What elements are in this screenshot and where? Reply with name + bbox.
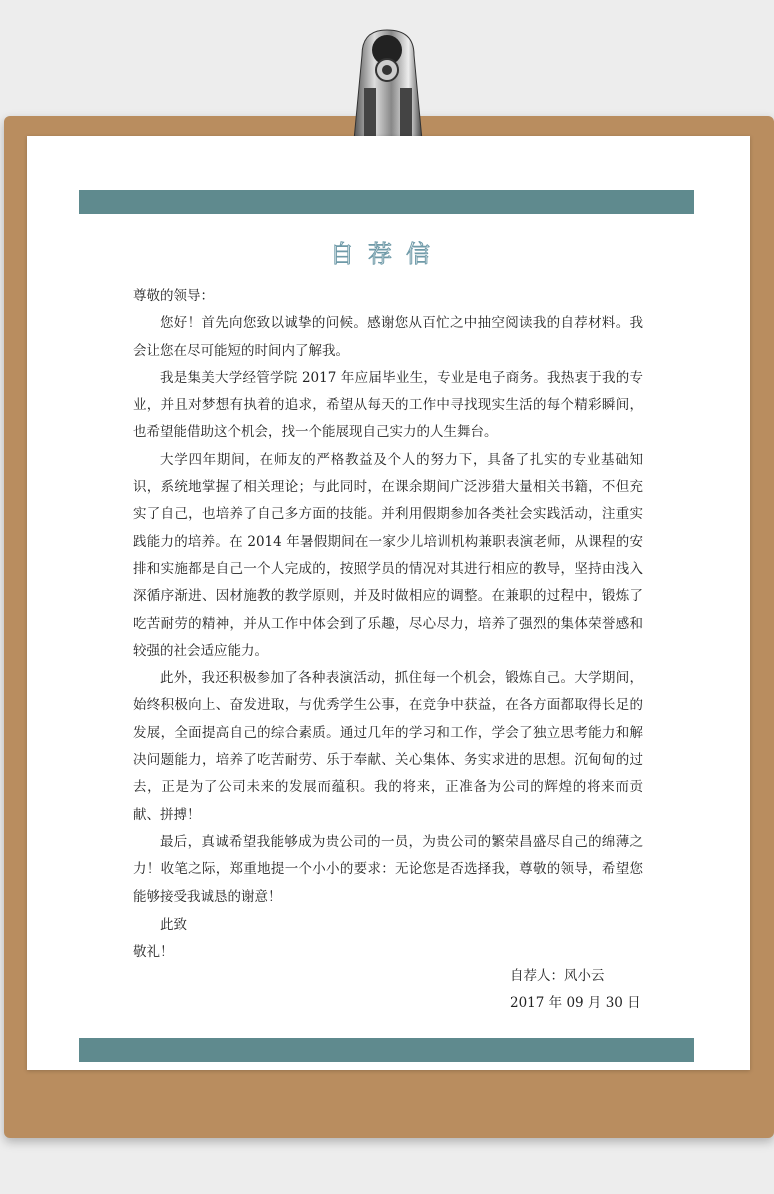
closing-block (133, 912, 187, 967)
paragraph-university: 大学四年期间，在师友的严格教益及个人的努力下，具备了扎实的专业基础知识，系统地掌握了相关理论；与此同时，在课余期间广泛涉猎大量相关书籍，不但充实了自己，也培养了自己多方面的技能。并利用假期参加各类社会实践活动，注重实践能力的培养。在 2014 年暑假期间在一家少儿培训机构兼职表演老师，从课程的安排和实施都是自己一个人完成的，按照学员的情况对其进行相应的教导，坚持由浅入深循序渐进、因材施教的教学原则，并及时做相应的调整。在兼职的过程中，锻炼了吃苦耐劳的精神，并从工作中体会到了乐趣，尽心尽力，培养了强烈的集体荣誉感和较强的社会适应能力。 (133, 451, 643, 659)
salutation: 尊敬的领导： (133, 288, 214, 304)
signature-date: 2017 年 09 月 30 日 (510, 995, 641, 1012)
paragraph-introduction: 我是集美大学经管学院 2017 年应届毕业生，专业是电子商务。我热衷于我的专业，并且对梦想有执着的追求，希望从每天的工作中寻找现实生活的每个精彩瞬间，也希望能借助这个机会，找一个能展现自己实力的人生舞台。 (133, 369, 643, 441)
page-title: 自荐信 (330, 240, 444, 268)
closing-line-1: 此致 (160, 917, 187, 933)
paragraph-greeting: 您好！首先向您致以诚挚的问候。感谢您从百忙之中抽空阅读我的自荐材料。我会让您在尽可能短的时间内了解我。 (133, 315, 643, 359)
paragraph-activities: 此外，我还积极参加了各种表演活动，抓住每一个机会，锻炼自己。大学期间，始终积极向上、奋发进取，与优秀学生公事，在竞争中获益，在各方面都取得长足的发展，全面提高自己的综合素质。通过几年的学习和工作，学会了独立思考能力和解决问题能力，培养了吃苦耐劳、乐于奉献、关心集体、务实求进的思想。沉甸甸的过去，正是为了公司未来的发展而蕴积。我的将来，正准备为公司的辉煌的将来而贡献、拼搏！ (133, 670, 643, 823)
footer-bar (79, 1038, 694, 1062)
letter-body (133, 283, 643, 911)
header-bar (79, 190, 694, 214)
closing-line-2: 敬礼！ (133, 944, 174, 961)
signature-block (510, 963, 641, 1018)
signature-name: 自荐人：风小云 (510, 968, 605, 984)
paragraph-conclusion: 最后，真诚希望我能够成为贵公司的一员，为贵公司的繁荣昌盛尽自己的绵薄之力！收笔之际，郑重地提一个小小的要求：无论您是否选择我，尊敬的领导，希望您能够接受我诚恳的谢意！ (133, 833, 643, 905)
